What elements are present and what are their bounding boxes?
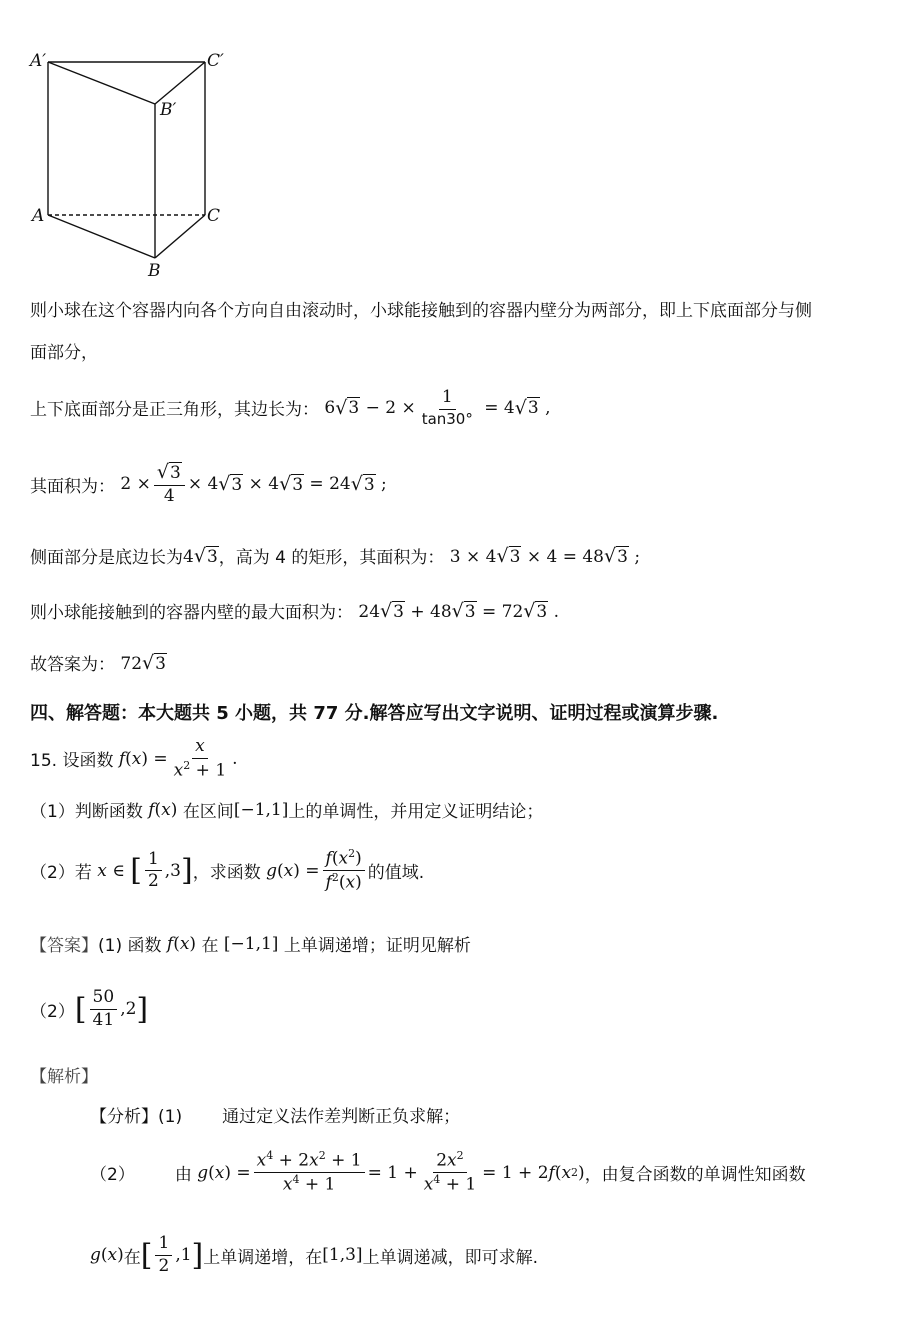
side-length-line (30, 388, 550, 428)
part-1-mid: 在区间 (182, 802, 234, 822)
answer-1-mid: 在 (201, 936, 219, 956)
final-answer-value: 72√3 (115, 651, 166, 674)
part-2-tail: 的值域. (367, 863, 425, 884)
label-c-prime: C′ (207, 51, 224, 71)
analysis-2 (90, 1150, 806, 1195)
question-15-part-1: （1）判断函数 f(x) 在区间 [−1,1] 上的单调性，并用定义证明结论； (30, 797, 543, 822)
label-b-prime: B′ (160, 100, 177, 120)
paragraph-contact-parts: 则小球在这个容器内向各个方向自由滚动时，小球能接触到的容器内壁分为两部分，即上下底面部分与侧 (30, 301, 812, 321)
analysis-2-tail: ，由复合函数的单调性知函数 (584, 1165, 806, 1186)
max-area-lead: 则小球能接触到的容器内壁的最大面积为： (30, 603, 353, 623)
question-15-lead: 15. 设函数 (30, 751, 114, 772)
final-answer-line (30, 650, 167, 675)
part-1-lead: （1）判断函数 (30, 802, 143, 822)
answer-2-range: [ $\frac{50}{41}$ ,2 ] (74, 987, 149, 1030)
lateral-area-mid: ，高为 4 的矩形，其面积为： (218, 548, 445, 568)
label-b: B (148, 261, 161, 281)
function-definition: f ( x ) = $\frac{x}{x^2 + 1}$ . (118, 736, 238, 781)
answer-part-1: 【答案】 (1) 函数 f(x) 在 [−1,1] 上单调递增；证明见解析 (30, 931, 471, 956)
base-area-formula: 2 × $\frac{√3}{4}$ × 4 √ 3 × 4 √ 3 = 24 √ 3 ; (115, 461, 387, 506)
label-a-prime: A′ (30, 51, 47, 71)
analysis-head: 【分析】(1) (90, 1107, 183, 1127)
max-area-line (30, 598, 559, 623)
edge-b-c (155, 215, 205, 258)
answer-part-2 (30, 988, 148, 1030)
analysis-1-text: 通过定义法作差判断正负求解； (222, 1107, 461, 1127)
answer-tag: 【答案】 (30, 936, 98, 956)
edge-a-prime-b-prime (48, 62, 155, 104)
answer-1-mid-repeat: 在 (123, 1247, 141, 1268)
final-answer-lead: 故答案为： (30, 655, 115, 675)
analysis-3: g ( x ) 在 [ $\frac{1}{2}$ ,1 ] 上单调递增，在 [1,3] 上单调递减，即可求解. (90, 1233, 538, 1276)
analysis-1 (90, 1102, 460, 1127)
answer-1-lead: (1) 函数 (98, 936, 162, 956)
label-a: A (32, 206, 45, 226)
part-2-mid: ，求函数 (192, 863, 261, 884)
lateral-area-line: 侧面部分是底边长为 4√3 ，高为 4 的矩形，其面积为： 3 × 4√3 × 4 = 48√3 ; (30, 544, 641, 568)
side-length-formula: 6 √ 3 − 2 × $\frac{1}{\tan 30^\circ}$ = 4 √ 3 , (319, 387, 551, 428)
question-15 (30, 737, 238, 781)
prism-figure (0, 0, 260, 290)
analysis-2-num: （2） (90, 1165, 135, 1186)
label-c: C (207, 206, 221, 226)
lateral-area-formula: 3 × 4√3 × 4 = 48√3 ; (444, 544, 641, 567)
analysis-2-lead: 由 (174, 1165, 192, 1186)
section-heading: 四、解答题：本大题共 5 小题，共 77 分.解答应写出文字说明、证明过程或演算步骤. (30, 703, 719, 724)
analysis-3-mid: 上单调递增，在 (203, 1247, 323, 1268)
side-length-lead: 上下底面部分是正三角形，其边长为： (30, 400, 319, 421)
base-area-lead: 其面积为： (30, 476, 115, 497)
question-15-part-2: （2）若 x ∈ [ $\frac{1}{2}$ ,3 ] ，求函数 g ( x ) = $\frac{f(x^2)}{f^2(x)}$ 的值域. (30, 847, 425, 893)
analysis-tag: 【解析】 (30, 1067, 98, 1087)
lateral-area-lead: 侧面部分是底边长为 (30, 548, 183, 568)
paragraph-contact-parts-cont: 面部分， (30, 343, 98, 363)
answer-1-tail: 上单调递增；证明见解析 (283, 936, 471, 956)
edge-a-b (48, 215, 155, 258)
part-2-lead: （2）若 (30, 863, 92, 884)
max-area-formula: 24√3 + 48√3 = 72√3 . (353, 599, 560, 622)
part-1-tail: 上的单调性，并用定义证明结论； (288, 802, 544, 822)
base-area-line (30, 462, 387, 506)
edge-b-prime-c-prime (155, 62, 205, 104)
analysis-2-formula: g ( x ) = $\frac{x^4 + 2x^2 + 1}{x^4 + 1}$ = 1 + $\frac{2x^2}{x^4 + 1}$ = 1 + 2 f ( x 2 ) (197, 1149, 585, 1195)
answer-2-lead: （2） (30, 1001, 75, 1022)
analysis-3-tail: 上单调递减，即可求解. (362, 1247, 538, 1268)
